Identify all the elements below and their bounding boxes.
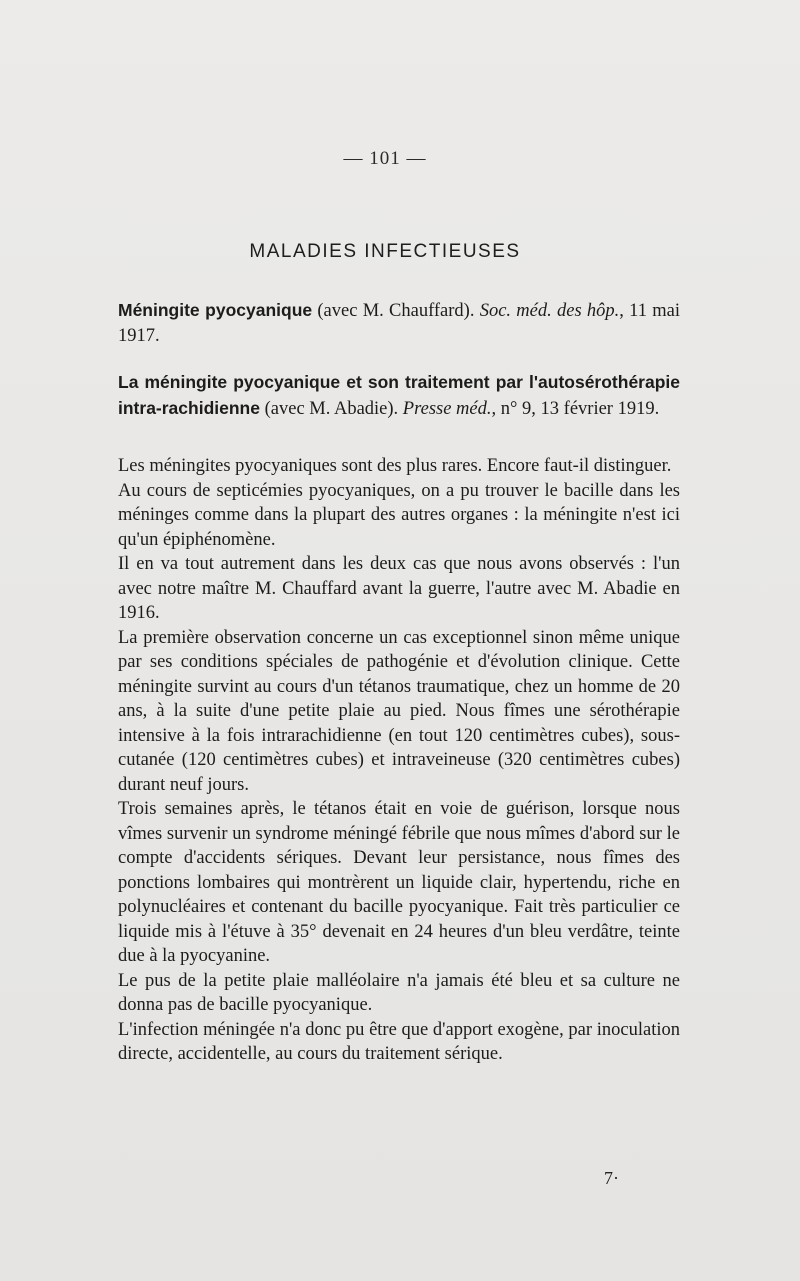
paragraph: Il en va tout autrement dans les deux cas que nous avons observés : l'un avec notre maître M. Chauffard avant la guerre, l'autre avec M. Abadie en 1916. xyxy=(118,554,680,623)
reference-authors: (avec M. Chauffard). xyxy=(312,301,480,321)
reference-1 xyxy=(118,298,680,348)
paragraph: La première observation concerne un cas exceptionnel sinon même unique par ses conditions spéciales de pathogénie et d'évolution clinique. Cette méningite survint au cours d'un tétanos traumatique, chez un homme de 20 ans, à la suite d'une petite plaie au pied. Nous fîmes une sérothérapie intensive à la fois intrarachidienne (en tout 120 centimètres cubes), sous-cutanée (120 centimètres cubes) et intraveineuse (320 centimètres cubes) durant neuf jours. xyxy=(118,627,680,795)
reference-journal: Soc. méd. des hôp. xyxy=(479,301,620,321)
reference-date: , 11 mai 1917. xyxy=(118,301,680,346)
reference-title: La méningite pyocyanique et son traitement par l'autosérothérapie intra-rachidienne xyxy=(118,372,680,418)
reference-2 xyxy=(118,370,680,421)
section-title: MALADIES INFECTIEUSES xyxy=(249,241,521,262)
paragraph: Le pus de la petite plaie malléolaire n'a jamais été bleu et sa culture ne donna pas de bacille pyocyanique. xyxy=(118,970,680,1015)
paragraph: Les méningites pyocyaniques sont des plus rares. Encore faut-il distinguer. xyxy=(118,456,672,476)
reference-journal: Presse méd. xyxy=(402,398,492,419)
reference-authors: (avec M. Abadie). xyxy=(259,398,403,419)
signature-mark: 7· xyxy=(604,1168,619,1188)
page-number: — 101 — xyxy=(343,148,427,169)
paragraph: Au cours de septicémies pyocyaniques, on a pu trouver le bacille dans les méninges comme dans la plupart des autres organes : la méningite n'est ici qu'un épiphénomène. xyxy=(118,480,680,550)
paragraph: Trois semaines après, le tétanos était en voie de guérison, lorsque nous vîmes survenir un syndrome méningé fébrile que nous mîmes d'abord sur le compte d'accidents sériques. Devant leur persistance, nous fîmes des ponctions lombaires qui montrèrent un liquide clair, hypertendu, riche en polynucléaires et contenant du bacille pyocyanique. Fait très particulier ce liquide mis à l'étuve à 35° devenait en 24 heures d'un bleu verdâtre, teinte due à la pyocyanine. xyxy=(118,799,680,966)
reference-title: Méningite pyocyanique xyxy=(118,300,313,320)
reference-date: , n° 9, 13 février 1919. xyxy=(491,398,660,419)
body-text xyxy=(118,454,680,1067)
paragraph: L'infection méningée n'a donc pu être que d'apport exogène, par inoculation directe, accidentelle, au cours du traitement sérique. xyxy=(118,1019,680,1064)
